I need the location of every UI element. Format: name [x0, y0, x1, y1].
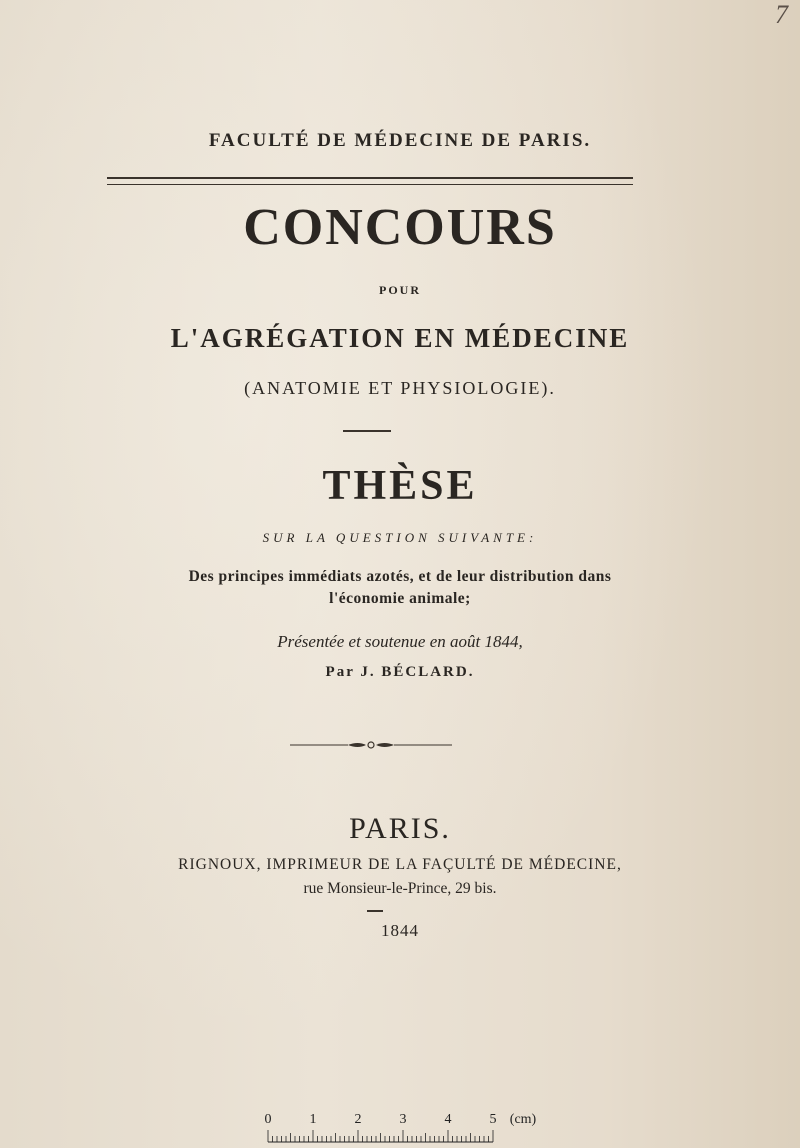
- scale-label-1: 1: [309, 1112, 317, 1127]
- imprint-year: 1844: [381, 921, 419, 940]
- scale-label-4: 4: [444, 1112, 452, 1127]
- thesis-subject-line-1: Des principes immédiats azotés, et de leur distribution dans: [188, 568, 612, 585]
- scale-unit: (cm): [509, 1112, 537, 1127]
- section-rule: [343, 430, 391, 432]
- imprint-printer: RIGNOUX, IMPRIMEUR DE LA FAÇULTÉ DE MÉDECINE,: [178, 856, 622, 873]
- imprint-city: PARIS.: [349, 812, 451, 845]
- page-number-mark: 7: [775, 0, 788, 29]
- discipline-subtitle: (ANATOMIE ET PHYSIOLOGIE).: [244, 378, 556, 398]
- scale-label-0: 0: [264, 1112, 272, 1127]
- imprint-dash: [367, 910, 383, 912]
- concours-title: CONCOURS: [243, 199, 557, 256]
- ornament-divider: [290, 738, 452, 752]
- agregation-title: L'AGRÉGATION EN MÉDECINE: [170, 323, 630, 353]
- presentation-note: Présentée et soutenue en août 1844,: [277, 632, 523, 651]
- header-double-rule: [107, 177, 633, 185]
- scale-ticks: [268, 1130, 493, 1142]
- thesis-subject: [0, 566, 800, 610]
- these-heading: THÈSE: [322, 463, 478, 509]
- scale-label-2: 2: [354, 1112, 362, 1127]
- pour-label: POUR: [379, 283, 421, 297]
- imprint-address: rue Monsieur-le-Prince, 29 bis.: [303, 880, 497, 897]
- thesis-subject-line-2: l'économie animale;: [329, 590, 471, 607]
- faculty-heading: FACULTÉ DE MÉDECINE DE PARIS.: [208, 130, 592, 151]
- author-line: Par J. BÉCLARD.: [325, 664, 475, 680]
- centimeter-scale: [260, 1108, 550, 1144]
- scale-label-3: 3: [399, 1112, 407, 1127]
- question-label: SUR LA QUESTION SUIVANTE:: [262, 530, 538, 545]
- scale-label-5: 5: [489, 1112, 497, 1127]
